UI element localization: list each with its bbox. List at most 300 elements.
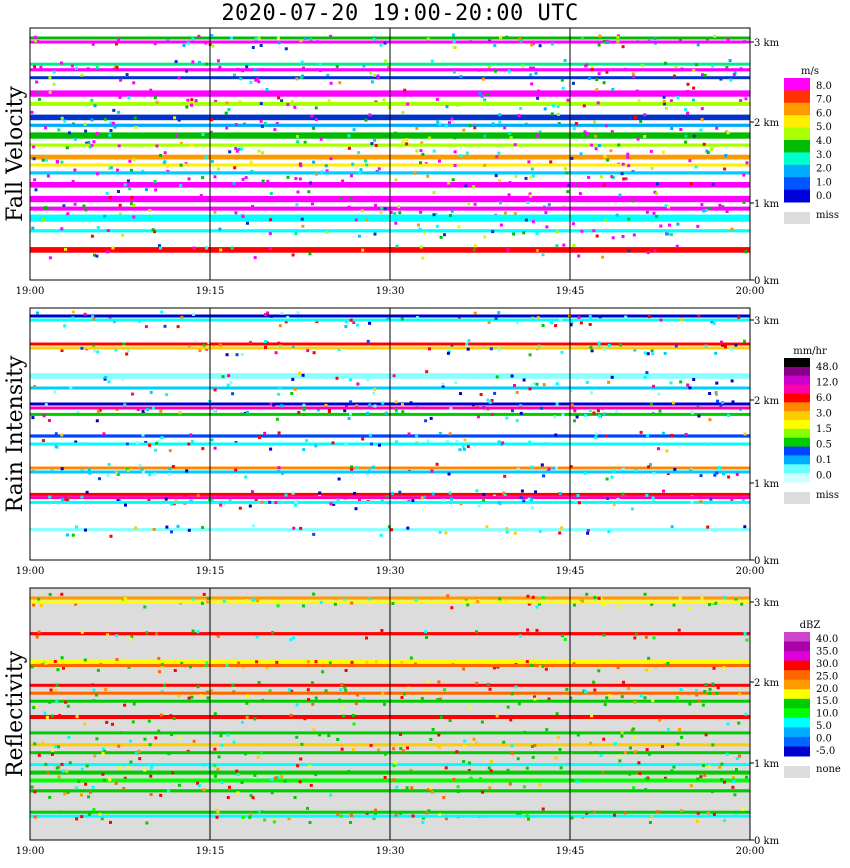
echo-speckle (697, 43, 700, 46)
echo-speckle (254, 69, 257, 72)
echo-speckle (675, 344, 678, 347)
echo-speckle (270, 315, 273, 318)
echo-speckle (394, 761, 397, 764)
echo-speckle (61, 467, 64, 470)
echo-speckle (186, 99, 189, 102)
echo-speckle (345, 669, 348, 672)
echo-speckle (135, 126, 138, 129)
echo-speckle (580, 152, 583, 155)
echo-speckle (221, 744, 224, 747)
echo-speckle (119, 204, 122, 207)
echo-speckle (607, 381, 610, 384)
echo-speckle (252, 796, 255, 799)
echo-speckle (146, 408, 149, 411)
echo-speckle (286, 103, 289, 106)
echo-speckle (400, 661, 403, 664)
echo-speckle (342, 715, 345, 718)
echo-speckle (419, 660, 422, 663)
echo-speckle (745, 713, 748, 716)
echo-speckle (65, 770, 68, 773)
echo-speckle (75, 786, 78, 789)
echo-speckle (142, 434, 145, 437)
echo-speckle (171, 771, 174, 774)
echo-speckle (203, 593, 206, 596)
echo-speckle (231, 247, 234, 250)
echo-speckle (606, 159, 609, 162)
echo-speckle (561, 634, 564, 637)
echo-speckle (80, 496, 83, 499)
echo-speckle (202, 788, 205, 791)
echo-speckle (292, 527, 295, 530)
echo-speckle (278, 466, 281, 469)
echo-speckle (405, 138, 408, 141)
echo-speckle (545, 728, 548, 731)
echo-speckle (191, 60, 194, 63)
echo-speckle (33, 742, 36, 745)
echo-speckle (424, 630, 427, 633)
echo-speckle (612, 236, 615, 239)
echo-speckle (663, 96, 666, 99)
echo-speckle (705, 733, 708, 736)
echo-speckle (462, 129, 465, 132)
echo-speckle (701, 107, 704, 110)
echo-speckle (542, 253, 545, 256)
echo-speckle (213, 748, 216, 751)
echo-speckle (694, 715, 697, 718)
echo-speckle (319, 69, 322, 72)
echo-speckle (690, 182, 693, 185)
legend-swatch (784, 358, 810, 367)
echo-speckle (290, 638, 293, 641)
panel-3 (3, 588, 841, 857)
echo-speckle (530, 659, 533, 662)
echo-speckle (621, 493, 624, 496)
echo-speckle (41, 663, 44, 666)
echo-speckle (723, 819, 726, 822)
echo-speckle (700, 129, 703, 132)
echo-speckle (39, 66, 42, 69)
echo-speckle (429, 738, 432, 741)
echo-speckle (83, 723, 86, 726)
echo-speckle (231, 684, 234, 687)
echo-speckle (508, 132, 511, 135)
echo-speckle (60, 62, 63, 65)
echo-speckle (401, 111, 404, 114)
echo-speckle (541, 665, 544, 668)
echo-speckle (466, 603, 469, 606)
echo-speckle (598, 597, 601, 600)
echo-speckle (34, 39, 37, 42)
echo-speckle (288, 688, 291, 691)
echo-speckle (310, 784, 313, 787)
echo-speckle (500, 224, 503, 227)
echo-speckle (499, 201, 502, 204)
echo-speckle (718, 204, 721, 207)
echo-speckle (134, 527, 137, 530)
echo-speckle (368, 113, 371, 116)
echo-speckle (495, 174, 498, 177)
echo-speckle (295, 203, 298, 206)
echo-speckle (257, 756, 260, 759)
legend-swatch (784, 393, 810, 402)
echo-speckle (474, 244, 477, 247)
echo-speckle (499, 36, 502, 39)
echo-speckle (452, 663, 455, 666)
echo-speckle (514, 143, 517, 146)
echo-speckle (256, 599, 259, 602)
echo-speckle (329, 502, 332, 505)
echo-speckle (511, 752, 514, 755)
echo-speckle (623, 94, 626, 97)
echo-speckle (227, 734, 230, 737)
echo-speckle (488, 767, 491, 770)
echo-speckle (583, 104, 586, 107)
echo-speckle (695, 694, 698, 697)
echo-speckle (233, 166, 236, 169)
echo-speckle (135, 752, 138, 755)
legend-label: 3.0 (816, 408, 832, 420)
echo-speckle (659, 410, 662, 413)
echo-speckle (594, 596, 597, 599)
echo-speckle (511, 375, 514, 378)
echo-speckle (685, 433, 688, 436)
echo-speckle (446, 594, 449, 597)
echo-speckle (714, 602, 717, 605)
echo-speckle (245, 65, 248, 68)
echo-speckle (664, 352, 667, 355)
echo-speckle (129, 740, 132, 743)
echo-speckle (272, 403, 275, 406)
echo-speckle (536, 134, 539, 137)
echo-speckle (656, 182, 659, 185)
echo-speckle (573, 604, 576, 607)
echo-speckle (66, 146, 69, 149)
echo-speckle (692, 87, 695, 90)
echo-speckle (590, 391, 593, 394)
echo-speckle (356, 383, 359, 386)
echo-speckle (632, 72, 635, 75)
echo-speckle (586, 381, 589, 384)
echo-speckle (605, 219, 608, 222)
echo-speckle (87, 795, 90, 798)
echo-speckle (69, 761, 72, 764)
echo-speckle (110, 166, 113, 169)
echo-speckle (697, 415, 700, 418)
echo-speckle (280, 404, 283, 407)
echo-speckle (662, 432, 665, 435)
echo-speckle (356, 324, 359, 327)
echo-speckle (271, 631, 274, 634)
echo-speckle (738, 693, 741, 696)
echo-speckle (248, 816, 251, 819)
echo-speckle (529, 194, 532, 197)
echo-speckle (269, 232, 272, 235)
x-tick-label: 19:15 (195, 286, 225, 297)
legend-swatch (784, 402, 810, 411)
echo-speckle (197, 630, 200, 633)
legend-swatch (784, 152, 810, 165)
echo-speckle (617, 755, 620, 758)
echo-speckle (734, 344, 737, 347)
echo-speckle (380, 629, 383, 632)
echo-speckle (116, 658, 119, 661)
echo-speckle (584, 690, 587, 693)
echo-speckle (686, 90, 689, 93)
echo-speckle (258, 150, 261, 153)
echo-speckle (118, 766, 121, 769)
echo-speckle (598, 342, 601, 345)
echo-speckle (672, 401, 675, 404)
echo-speckle (487, 683, 490, 686)
legend-swatch (784, 385, 810, 394)
echo-speckle (374, 809, 377, 812)
echo-speckle (632, 728, 635, 731)
echo-speckle (159, 247, 162, 250)
echo-speckle (590, 714, 593, 717)
echo-speckle (245, 599, 248, 602)
echo-speckle (698, 700, 701, 703)
legend-label: 2.0 (816, 163, 832, 175)
echo-speckle (84, 123, 87, 126)
echo-speckle (45, 159, 48, 162)
echo-speckle (711, 790, 714, 793)
legend-missing-label: miss (816, 210, 839, 221)
echo-speckle (553, 415, 556, 418)
echo-speckle (481, 721, 484, 724)
echo-speckle (185, 106, 188, 109)
echo-speckle (557, 105, 560, 108)
legend-swatch (784, 642, 810, 652)
echo-speckle (178, 77, 181, 80)
echo-speckle (467, 202, 470, 205)
echo-speckle (593, 689, 596, 692)
echo-speckle (201, 602, 204, 605)
echo-speckle (148, 444, 151, 447)
echo-speckle (36, 311, 39, 314)
echo-speckle (355, 702, 358, 705)
echo-speckle (344, 444, 347, 447)
echo-speckle (91, 683, 94, 686)
panel-title: Fall Velocity (3, 86, 28, 222)
echo-speckle (731, 379, 734, 382)
echo-speckle (381, 692, 384, 695)
echo-speckle (496, 715, 499, 718)
echo-speckle (454, 381, 457, 384)
echo-speckle (509, 783, 512, 786)
echo-speckle (361, 209, 364, 212)
echo-speckle (708, 765, 711, 768)
echo-speckle (657, 393, 660, 396)
echo-speckle (384, 776, 387, 779)
echo-speckle (348, 417, 351, 420)
echo-speckle (439, 813, 442, 816)
echo-speckle (127, 766, 130, 769)
echo-speckle (620, 735, 623, 738)
echo-speckle (419, 161, 422, 164)
echo-speckle (606, 497, 609, 500)
echo-speckle (523, 785, 526, 788)
echo-speckle (219, 504, 222, 507)
echo-speckle (174, 499, 177, 502)
legend-swatch (784, 464, 810, 473)
echo-speckle (746, 161, 749, 164)
echo-speckle (644, 376, 647, 379)
echo-speckle (197, 494, 200, 497)
legend-unit: dBZ (799, 620, 821, 631)
echo-speckle (517, 468, 520, 471)
legend-label: 40.0 (816, 634, 839, 646)
echo-speckle (665, 107, 668, 110)
echo-speckle (432, 728, 435, 731)
echo-speckle (245, 176, 248, 179)
echo-speckle (559, 492, 562, 495)
echo-speckle (518, 702, 521, 705)
echo-speckle (530, 466, 533, 469)
echo-speckle (315, 660, 318, 663)
echo-speckle (355, 219, 358, 222)
echo-speckle (108, 778, 111, 781)
echo-speckle (447, 182, 450, 185)
echo-speckle (486, 399, 489, 402)
echo-speckle (727, 414, 730, 417)
echo-speckle (693, 135, 696, 138)
echo-speckle (715, 382, 718, 385)
echo-speckle (421, 257, 424, 260)
echo-speckle (275, 661, 278, 664)
echo-speckle (349, 378, 352, 381)
echo-speckle (280, 775, 283, 778)
echo-speckle (49, 593, 52, 596)
echo-speckle (148, 209, 151, 212)
echo-speckle (599, 315, 602, 318)
echo-speckle (233, 741, 236, 744)
echo-speckle (680, 318, 683, 321)
echo-speckle (700, 474, 703, 477)
echo-speckle (178, 737, 181, 740)
echo-speckle (364, 159, 367, 162)
echo-speckle (590, 144, 593, 147)
echo-speckle (292, 492, 295, 495)
echo-speckle (498, 121, 501, 124)
echo-speckle (358, 235, 361, 238)
echo-speckle (190, 144, 193, 147)
echo-speckle (275, 351, 278, 354)
echo-speckle (538, 783, 541, 786)
echo-speckle (245, 702, 248, 705)
echo-speckle (730, 348, 733, 351)
echo-speckle (474, 203, 477, 206)
echo-speckle (512, 233, 515, 236)
echo-speckle (646, 211, 649, 214)
echo-speckle (399, 733, 402, 736)
echo-speckle (84, 130, 87, 133)
echo-speckle (405, 659, 408, 662)
echo-speckle (575, 183, 578, 186)
echo-speckle (271, 791, 274, 794)
x-tick-label: 19:00 (15, 846, 45, 857)
y-tick-label: 3 km (754, 38, 780, 49)
echo-speckle (616, 36, 619, 39)
echo-speckle (692, 99, 695, 102)
echo-speckle (80, 815, 83, 818)
echo-speckle (511, 692, 514, 695)
legend-swatch (784, 747, 810, 757)
echo-speckle (548, 203, 551, 206)
echo-speckle (721, 401, 724, 404)
echo-speckle (33, 178, 36, 181)
echo-speckle (47, 175, 50, 178)
echo-speckle (492, 122, 495, 125)
echo-speckle (648, 753, 651, 756)
echo-speckle (515, 175, 518, 178)
echo-speckle (75, 817, 78, 820)
echo-speckle (515, 685, 518, 688)
echo-speckle (43, 712, 46, 715)
echo-speckle (306, 349, 309, 352)
echo-speckle (688, 159, 691, 162)
echo-speckle (430, 417, 433, 420)
echo-speckle (159, 794, 162, 797)
echo-speckle (374, 204, 377, 207)
echo-speckle (490, 760, 493, 763)
echo-speckle (172, 465, 175, 468)
echo-speckle (594, 135, 597, 138)
x-tick-label: 19:45 (555, 566, 585, 577)
echo-speckle (225, 112, 228, 115)
echo-speckle (393, 374, 396, 377)
echo-speckle (572, 244, 575, 247)
echo-speckle (529, 73, 532, 76)
echo-speckle (304, 37, 307, 40)
echo-speckle (482, 215, 485, 218)
echo-speckle (646, 748, 649, 751)
echo-speckle (137, 750, 140, 753)
echo-speckle (217, 168, 220, 171)
echo-speckle (521, 65, 524, 68)
echo-speckle (488, 66, 491, 69)
echo-speckle (87, 141, 90, 144)
echo-speckle (129, 761, 132, 764)
echo-speckle (76, 715, 79, 718)
echo-speckle (478, 505, 481, 508)
echo-speckle (658, 719, 661, 722)
echo-speckle (355, 507, 358, 510)
x-tick-label: 19:15 (195, 566, 225, 577)
echo-speckle (219, 344, 222, 347)
echo-speckle (519, 40, 522, 43)
echo-speckle (42, 439, 45, 442)
echo-speckle (714, 352, 717, 355)
echo-speckle (618, 759, 621, 762)
echo-speckle (190, 98, 193, 101)
echo-speckle (622, 177, 625, 180)
echo-speckle (627, 164, 630, 167)
echo-speckle (411, 499, 414, 502)
echo-speckle (421, 153, 424, 156)
echo-speckle (64, 248, 67, 251)
echo-speckle (451, 210, 454, 213)
echo-speckle (48, 701, 51, 704)
echo-speckle (107, 229, 110, 232)
echo-speckle (727, 38, 730, 41)
echo-speckle (742, 174, 745, 177)
echo-speckle (542, 474, 545, 477)
echo-speckle (427, 440, 430, 443)
echo-speckle (104, 376, 107, 379)
echo-speckle (115, 782, 118, 785)
echo-speckle (337, 499, 340, 502)
echo-speckle (165, 526, 168, 529)
